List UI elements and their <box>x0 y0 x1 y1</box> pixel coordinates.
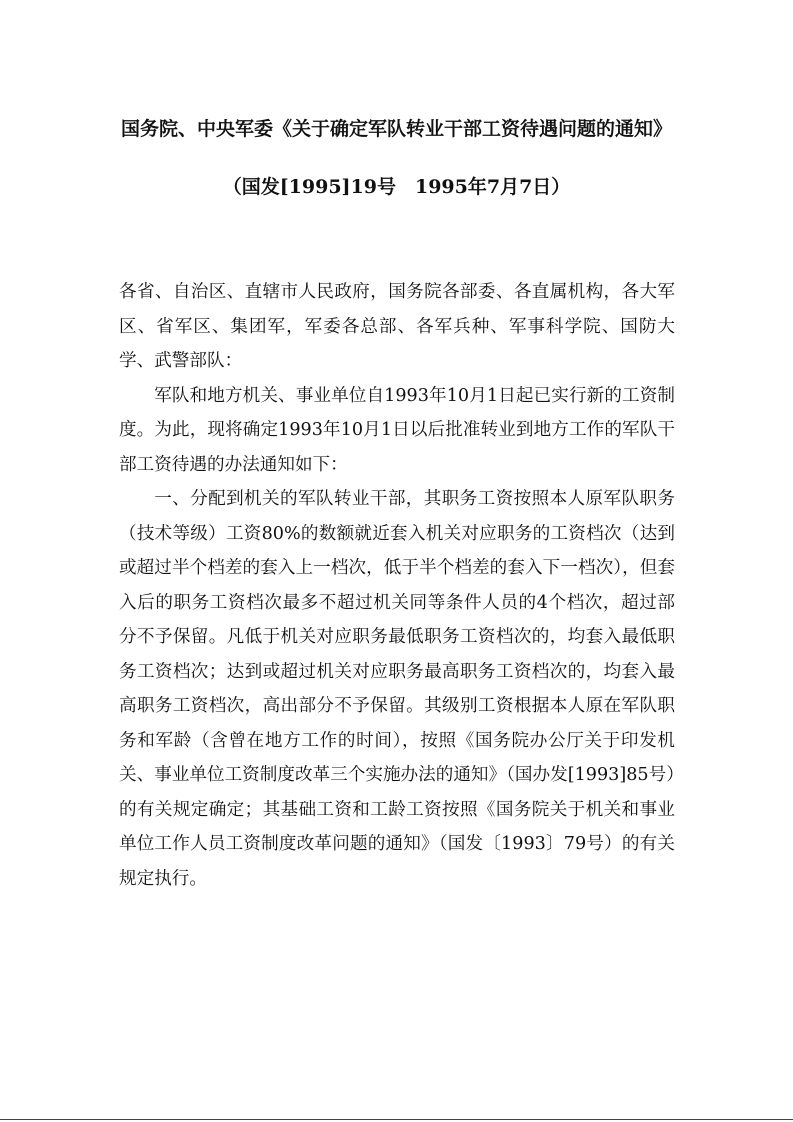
document-title: 国务院、中央军委《关于确定军队转业干部工资待遇问题的通知》 <box>120 118 672 140</box>
page-bottom-divider <box>0 1119 793 1120</box>
addressee-paragraph: 各省、自治区、直辖市人民政府，国务院各部委、各直属机构，各大军区、省军区、集团军，军委各总部、各军兵种、军事科学院、国防大学、武警部队： <box>119 282 675 371</box>
document-body <box>119 275 675 896</box>
body-paragraph: 一、分配到机关的军队转业干部，其职务工资按照本人原军队职务（技术等级）工资80%的数额就近套入机关对应职务的工资档次（达到或超过半个档差的套入上一档次，低于半个档差的套入下一档次），但套入后的职务工资档次最多不超过机关同等条件人员的4个档次，超过部分不予保留。凡低于机关对应职务最低职务工资档次的，均套入最低职务工资档次；达到或超过机关对应职务最高职务工资档次的，均套入最高职务工资档次，高出部分不予保留。其级别工资根据本人原在军队职务和军龄（含曾在地方工作的时间），按照《国务院办公厅关于印发机关、事业单位工资制度改革三个实施办法的通知》（国办发[1993]85号）的有关规定确定；其基础工资和工龄工资按照《国务院关于机关和事业单位工作人员工资制度改革问题的通知》（国发〔1993〕79号）的有关规定执行。 <box>119 489 675 889</box>
document-subtitle: （国发[1995]19号 1995年7月7日） <box>222 176 571 198</box>
body-paragraph: 军队和地方机关、事业单位自1993年10月1日起已实行新的工资制度。为此，现将确定1993年10月1日以后批准转业到地方工作的军队干部工资待遇的办法通知如下： <box>119 385 675 475</box>
